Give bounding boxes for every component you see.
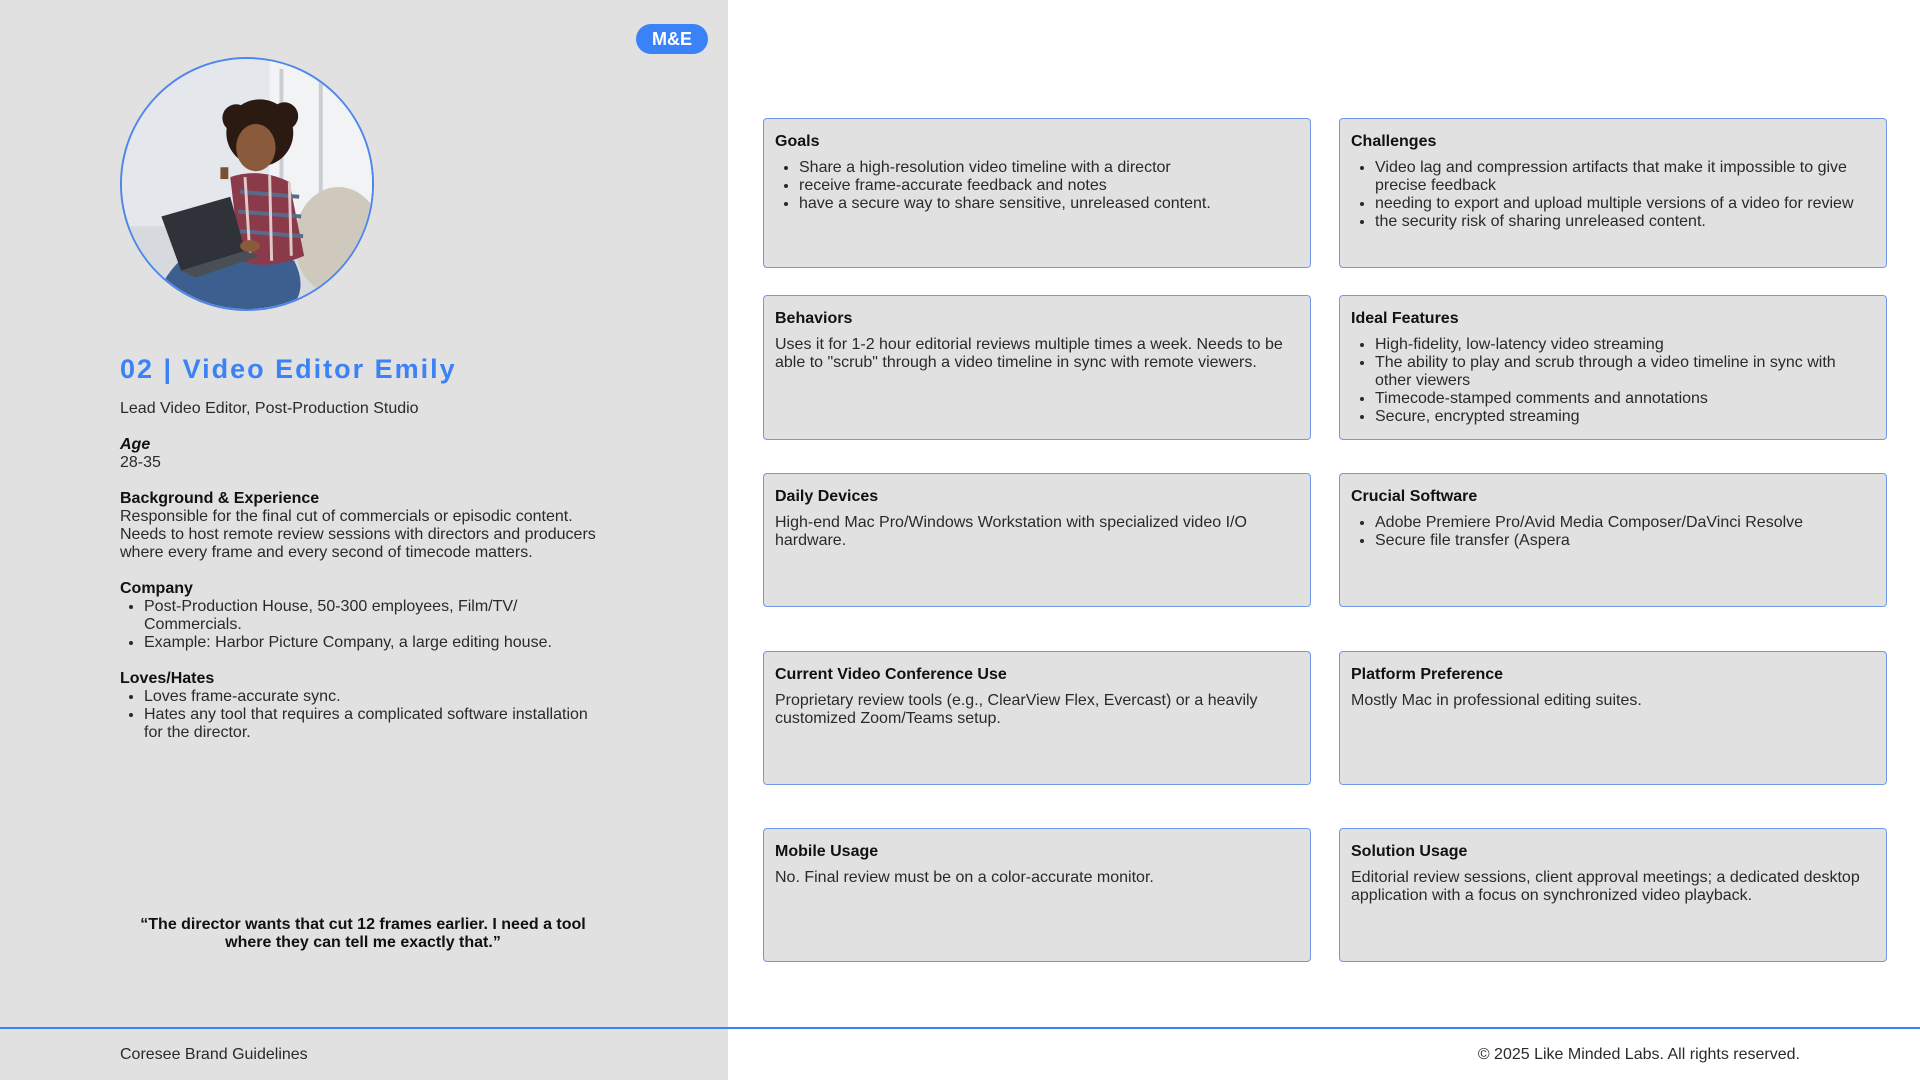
card-text: Proprietary review tools (e.g., ClearView Flex, Evercast) or a heavily customized Zoom/Teams setup. (775, 692, 1258, 727)
goals-list (775, 159, 1298, 213)
footer-divider (0, 1027, 1920, 1029)
age-value: 28-35 (120, 454, 161, 471)
list-item: • Loves frame-accurate sync. (144, 688, 600, 706)
page-title: 02 | Video Editor Emily (120, 354, 457, 384)
company-label: Company (120, 580, 193, 597)
challenges-card (1339, 118, 1887, 268)
company-section (120, 580, 600, 652)
footer (0, 1027, 1920, 1080)
age-section (120, 436, 600, 472)
goals-card (763, 118, 1311, 268)
daily-devices-card (763, 473, 1311, 607)
age-label: Age (120, 436, 151, 453)
card-title: Goals (775, 133, 820, 150)
card-text: Mostly Mac in professional editing suites. (1351, 692, 1642, 709)
list-item: • the security risk of sharing unreleased content. (1375, 213, 1874, 231)
crucial-software-card (1339, 473, 1887, 607)
card-title: Platform Preference (1351, 666, 1504, 683)
card-text: Editorial review sessions, client approval meetings; a dedicated desktop application with a focus on synchronized video playback. (1351, 869, 1860, 904)
crucial-software-list (1351, 514, 1874, 550)
card-title: Daily Devices (775, 488, 879, 505)
list-item: • The ability to play and scrub through a video timeline in sync with other viewers (1375, 354, 1874, 390)
list-item: • High-fidelity, low-latency video streaming (1375, 336, 1874, 354)
persona-role: Lead Video Editor, Post-Production Studio (120, 400, 419, 417)
list-item: • Share a high-resolution video timeline with a director (799, 159, 1298, 177)
current-vc-use-card (763, 651, 1311, 785)
behaviors-card (763, 295, 1311, 440)
card-text: No. Final review must be on a color-accurate monitor. (775, 869, 1154, 886)
loves-hates-label: Loves/Hates (120, 670, 215, 687)
loves-hates-section (120, 670, 600, 742)
platform-preference-card (1339, 651, 1887, 785)
persona-quote: “The director wants that cut 12 frames earlier. I need a tool where they can tell me exactly that.” (140, 916, 586, 951)
loves-hates-list (120, 688, 600, 742)
card-title: Current Video Conference Use (775, 666, 1007, 683)
footer-brand: Coresee Brand Guidelines (120, 1046, 308, 1063)
card-title: Behaviors (775, 310, 853, 327)
list-item: • Timecode-stamped comments and annotations (1375, 390, 1874, 408)
mobile-usage-card (763, 828, 1311, 962)
list-item: • needing to export and upload multiple versions of a video for review (1375, 195, 1874, 213)
company-list (120, 598, 600, 652)
industry-badge: M&E (636, 24, 708, 54)
list-item: • Secure, encrypted streaming (1375, 408, 1874, 426)
ideal-features-list (1351, 336, 1874, 426)
ideal-features-card (1339, 295, 1887, 440)
list-item: • Example: Harbor Picture Company, a large editing house. (144, 634, 600, 652)
card-title: Solution Usage (1351, 843, 1468, 860)
card-title: Ideal Features (1351, 310, 1459, 327)
background-text: Responsible for the final cut of commercials or episodic content. Needs to host remote review sessions with directors and producers where every frame and every second of timecode matters. (120, 508, 596, 561)
card-title: Crucial Software (1351, 488, 1478, 505)
list-item: • Hates any tool that requires a complicated software installation for the director. (144, 706, 600, 742)
card-title: Challenges (1351, 133, 1437, 150)
solution-usage-card (1339, 828, 1887, 962)
list-item: • Secure file transfer (Aspera (1375, 532, 1874, 550)
persona-photo-icon (122, 59, 372, 309)
list-item: • Adobe Premiere Pro/Avid Media Composer/DaVinci Resolve (1375, 514, 1874, 532)
card-title: Mobile Usage (775, 843, 879, 860)
list-item: • Video lag and compression artifacts that make it impossible to give precise feedback (1375, 159, 1874, 195)
avatar (120, 57, 374, 311)
challenges-list (1351, 159, 1874, 231)
list-item: • have a secure way to share sensitive, unreleased content. (799, 195, 1298, 213)
footer-left-background (0, 1027, 728, 1080)
list-item: • Post-Production House, 50-300 employees, Film/TV/ Commercials. (144, 598, 600, 634)
card-text: Uses it for 1-2 hour editorial reviews multiple times a week. Needs to be able to "scrub" through a video timeline in sync with remote viewers. (775, 336, 1283, 371)
background-label: Background & Experience (120, 490, 320, 507)
footer-copyright: © 2025 Like Minded Labs. All rights reserved. (1477, 1046, 1800, 1063)
list-item: • receive frame-accurate feedback and notes (799, 177, 1298, 195)
persona-profile (120, 436, 600, 760)
background-section (120, 490, 600, 562)
card-text: High-end Mac Pro/Windows Workstation with specialized video I/O hardware. (775, 514, 1247, 549)
